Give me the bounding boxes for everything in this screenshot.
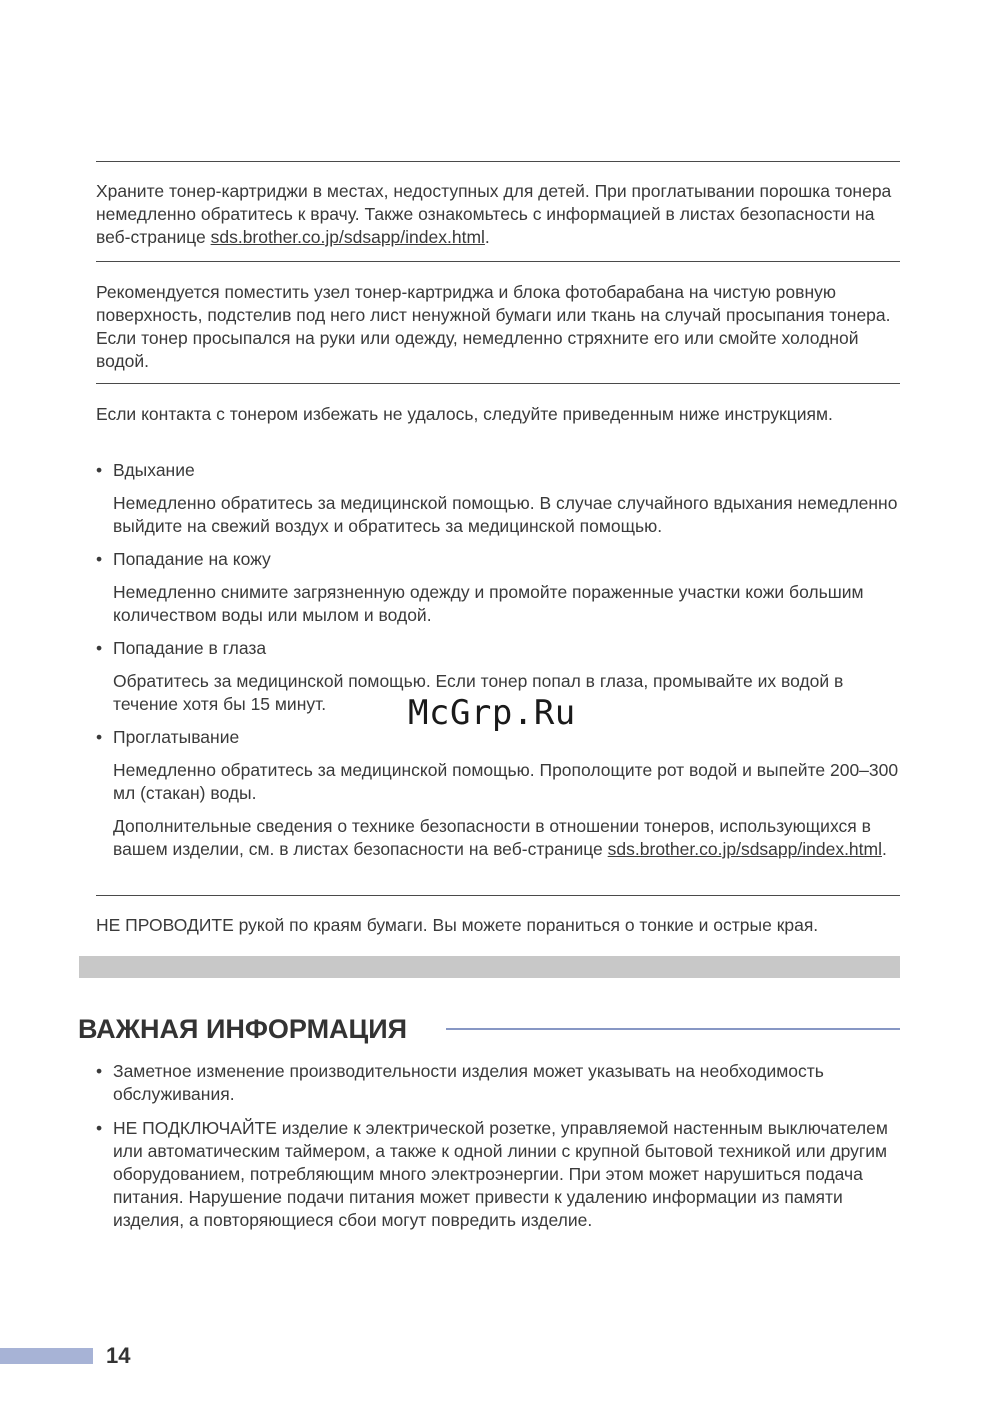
list-item-text: Немедленно снимите загрязненную одежду и промойте пораженные участки кожи большим количеством воды или мылом и водой. xyxy=(113,582,864,625)
sds-link[interactable]: sds.brother.co.jp/sdsapp/index.html xyxy=(210,227,485,247)
important-item-text: Заметное изменение производительности изделия может указывать на необходимость обслуживания. xyxy=(113,1061,824,1104)
watermark: McGrp.Ru xyxy=(408,693,576,733)
divider-2 xyxy=(96,261,900,262)
toner-surface-warning: Рекомендуется поместить узел тонер-картриджа и блока фотобарабана на чистую ровную поверхность, подстелив под него лист ненужной бумаги или ткань на случай просыпания тонера. Если тонер просыпался на руки или одежду, немедленно стряхните его или смойте холодной водой. xyxy=(96,282,891,371)
list-item-title: Проглатывание xyxy=(113,727,240,747)
bullet-icon: • xyxy=(96,1118,103,1138)
section-title-rule xyxy=(446,1028,900,1030)
divider-3 xyxy=(96,383,900,384)
divider-4 xyxy=(96,895,900,896)
list-item-text: Немедленно обратитесь за медицинской помощью. Прополощите рот водой и выпейте 200–300 мл (стакан) воды. xyxy=(113,760,899,803)
toner-storage-warning xyxy=(96,180,900,249)
list-item-title: Попадание в глаза xyxy=(113,638,267,658)
sds-link[interactable]: sds.brother.co.jp/sdsapp/index.html xyxy=(607,839,882,859)
list-item-text: Немедленно обратитесь за медицинской помощью. В случае случайного вдыхания немедленно выйдите на свежий воздух и обратитесь за медицинской помощью. xyxy=(113,493,898,536)
list-item-title: Попадание на кожу xyxy=(113,549,271,569)
important-item-text: НЕ ПОДКЛЮЧАЙТЕ изделие к электрической розетке, управляемой настенным выключателем или автоматическим таймером, а также к одной линии с крупной бытовой техникой или другим оборудованием, потребляющим много электроэнергии. При этом может нарушиться подача питания. Нарушение подачи питания может привести к удалению информации из памяти изделия, а повторяющиеся сбои могут повредить изделие. xyxy=(113,1118,888,1230)
bullet-icon: • xyxy=(96,549,103,569)
contact-intro: Если контакта с тонером избежать не удалось, следуйте приведенным ниже инструкциям. xyxy=(96,404,833,424)
toner-storage-text: Храните тонер-картриджи в местах, недоступных для детей. При проглатывании порошка тонера немедленно обратитесь к врачу. Также ознакомьтесь с информацией в листах безопасности на веб-странице xyxy=(96,181,892,247)
footer-bar xyxy=(0,1348,93,1364)
bullet-icon: • xyxy=(96,1061,103,1081)
extra-info-end: . xyxy=(882,839,887,859)
bullet-icon: • xyxy=(96,460,103,480)
paper-edges-warning: НЕ ПРОВОДИТЕ рукой по краям бумаги. Вы можете пораниться о тонкие и острые края. xyxy=(96,915,819,935)
bullet-icon: • xyxy=(96,638,103,658)
extra-info-text: Дополнительные сведения о технике безопасности в отношении тонеров, использующихся в вашем изделии, см. в листах безопасности на веб-странице xyxy=(113,816,871,859)
section-title: ВАЖНАЯ ИНФОРМАЦИЯ xyxy=(78,1014,408,1044)
list-item-text: Обратитесь за медицинской помощью. Если тонер попал в глаза, промывайте их водой в течение хотя бы 15 минут. xyxy=(113,671,844,714)
page-number: 14 xyxy=(106,1343,131,1368)
extra-info xyxy=(113,815,900,861)
list-item-title: Вдыхание xyxy=(113,460,195,480)
toner-storage-end: . xyxy=(484,227,490,247)
top-divider xyxy=(96,161,900,162)
section-end-bar xyxy=(79,956,900,978)
bullet-icon: • xyxy=(96,727,103,747)
